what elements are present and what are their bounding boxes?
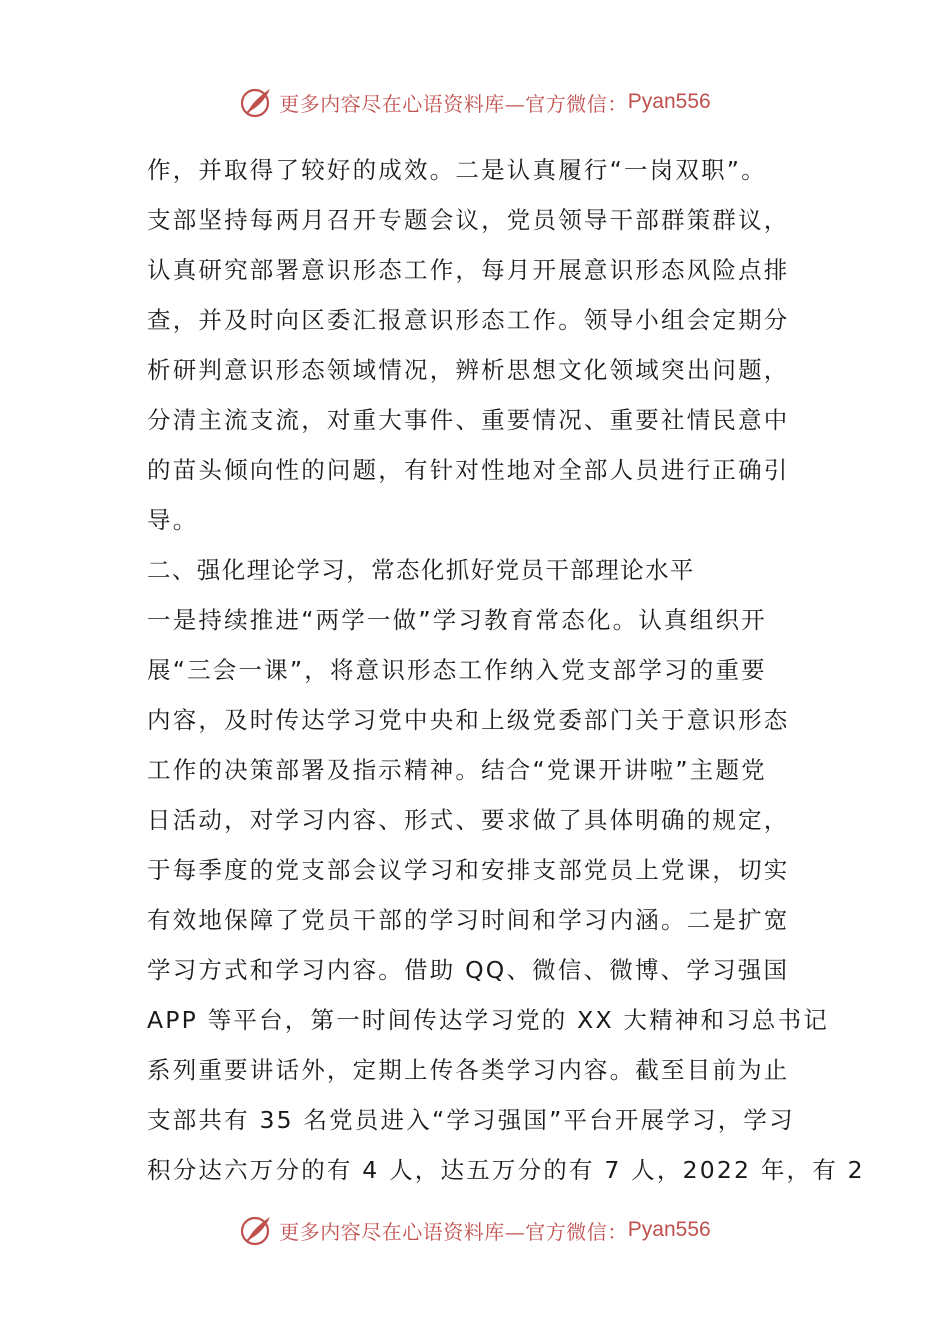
footer-banner-wechat: Pyan556 bbox=[627, 1218, 711, 1241]
body-line: 学习方式和学习内容。借助 QQ、微信、微博、学习强国 bbox=[147, 956, 790, 984]
body-line: 积分达六万分的有 4 人，达五万分的有 7 人，2022 年，有 2 bbox=[147, 1156, 865, 1184]
header-watermark-banner bbox=[0, 82, 950, 122]
body-line: 分清主流支流，对重大事件、重要情况、重要社情民意中 bbox=[147, 406, 790, 434]
body-line: 于每季度的党支部会议学习和安排支部党员上党课，切实 bbox=[147, 856, 790, 884]
footer-watermark-banner bbox=[0, 1210, 950, 1250]
quill-logo-icon bbox=[239, 1212, 275, 1248]
body-line: 支部共有 35 名党员进入“学习强国”平台开展学习，学习 bbox=[147, 1106, 795, 1134]
body-line: 系列重要讲话外，定期上传各类学习内容。截至目前为止 bbox=[147, 1056, 790, 1084]
body-line: 一是持续推进“两学一做”学习教育常态化。认真组织开 bbox=[147, 606, 767, 634]
header-banner-wechat: Pyan556 bbox=[627, 90, 711, 113]
body-line: 导。 bbox=[147, 506, 199, 534]
body-line: APP 等平台，第一时间传达学习党的 XX 大精神和习总书记 bbox=[147, 1006, 830, 1034]
body-line: 作，并取得了较好的成效。二是认真履行“一岗双职”。 bbox=[147, 156, 767, 184]
body-line: 的苗头倾向性的问题，有针对性地对全部人员进行正确引 bbox=[147, 456, 790, 484]
quill-logo-icon bbox=[239, 84, 275, 120]
body-line: 析研判意识形态领域情况，辨析思想文化领域突出问题， bbox=[147, 356, 790, 384]
header-banner-text: 更多内容尽在心语资料库—官方微信： bbox=[279, 91, 628, 116]
body-line: 日活动，对学习内容、形式、要求做了具体明确的规定， bbox=[147, 806, 790, 834]
body-line: 有效地保障了党员干部的学习时间和学习内涵。二是扩宽 bbox=[147, 906, 790, 934]
body-line: 工作的决策部署及指示精神。结合“党课开讲啦”主题党 bbox=[147, 756, 767, 784]
section-heading: 二、强化理论学习，常态化抓好党员干部理论水平 bbox=[147, 556, 695, 584]
body-line: 支部坚持每两月召开专题会议，党员领导干部群策群议， bbox=[147, 206, 790, 234]
body-line: 内容，及时传达学习党中央和上级党委部门关于意识形态 bbox=[147, 706, 790, 734]
document-body bbox=[147, 145, 865, 1195]
body-line: 认真研究部署意识形态工作，每月开展意识形态风险点排 bbox=[147, 256, 790, 284]
body-line: 查，并及时向区委汇报意识形态工作。领导小组会定期分 bbox=[147, 306, 790, 334]
footer-banner-text: 更多内容尽在心语资料库—官方微信： bbox=[279, 1219, 628, 1244]
body-line: 展“三会一课”，将意识形态工作纳入党支部学习的重要 bbox=[147, 656, 767, 684]
